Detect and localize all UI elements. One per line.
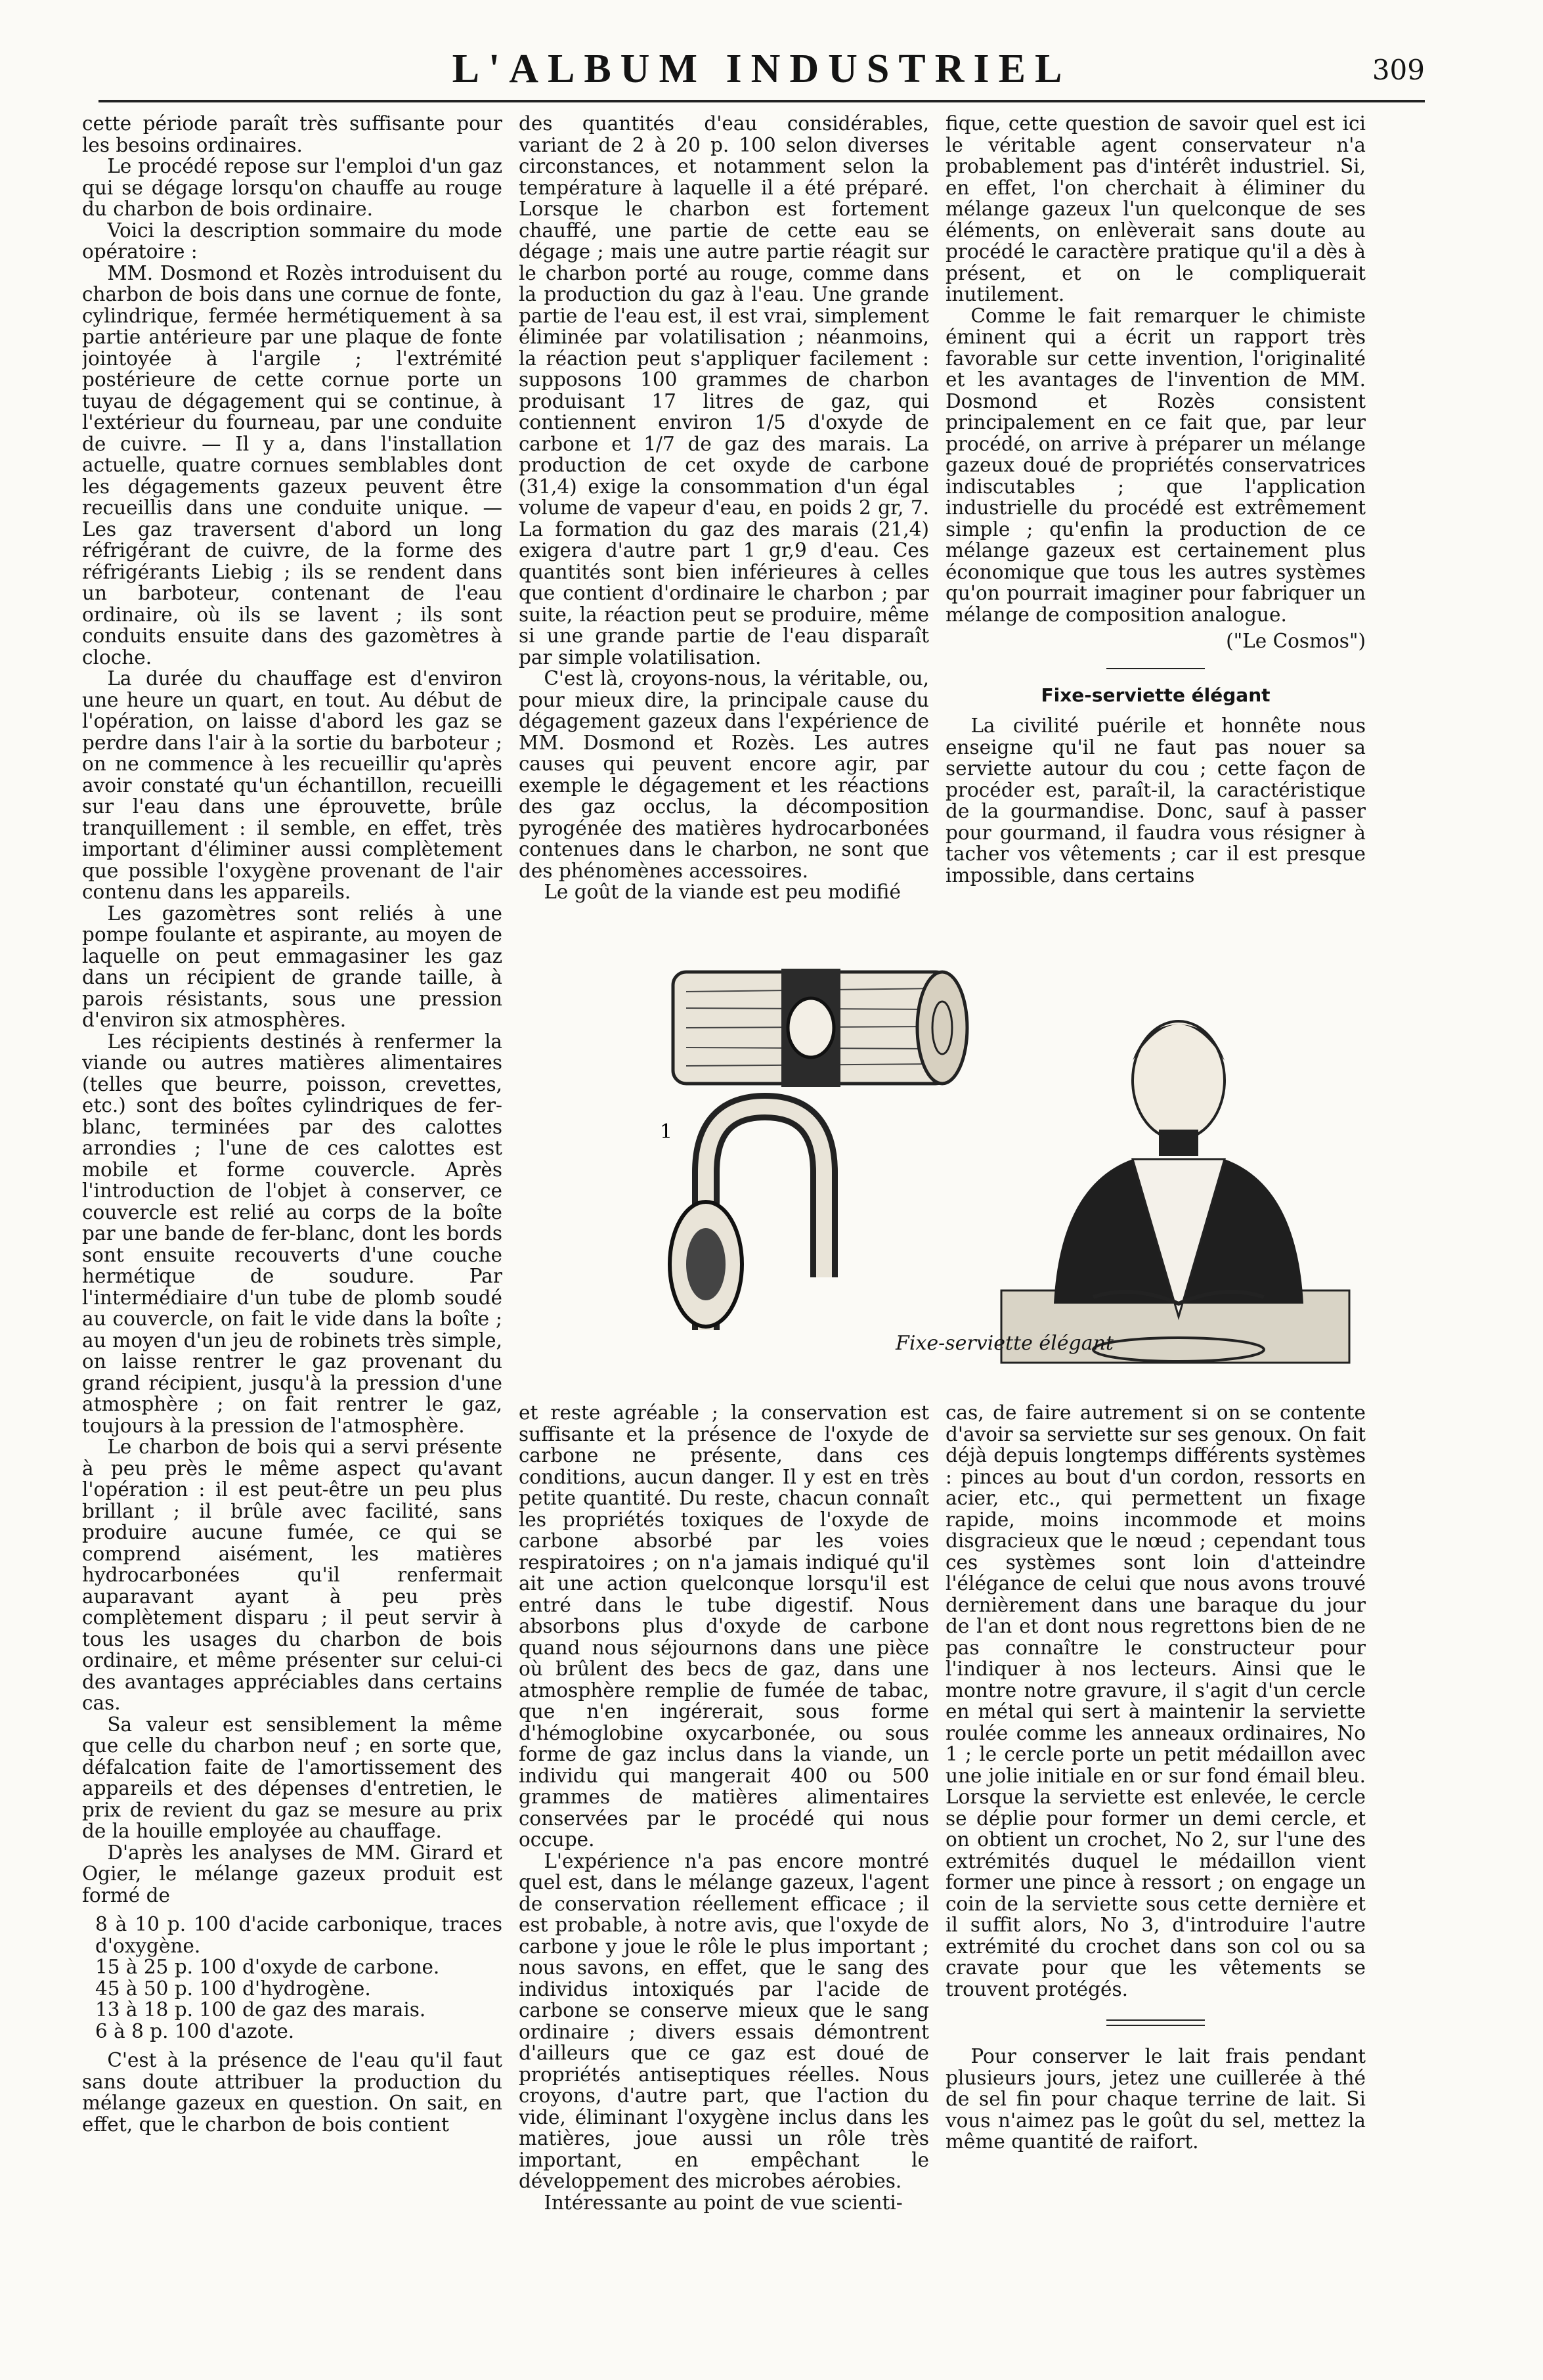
page-number: 309 [1372, 54, 1425, 86]
paragraph: Les récipients destinés à renfermer la viande ou autres matières alimentaires (telles que beurre, poisson, crevettes, etc.) sont des boîtes cylindriques de fer-blanc, terminées par des calottes arrondies ; l'une de ces calottes est mobile et forme couvercle. Après l'introduction de l'objet à conserver, ce couvercle est relié au corps de la boîte par une bande de fer-blanc, dont les bords sont ensuite recouverts d'une couche hermétique de soudure. Par l'intermédiaire d'un tube de plomb soudé au couvercle, on fait le vide dans la boîte ; au moyen d'un jeu de robinets très simple, on laisse rentrer le gaz provenant du grand récipient, jusqu'à la pression d'une atmosphère ; on fait rentrer le gaz, toujours à la pression de l'atmosphère. [82, 1030, 502, 1437]
paragraph: Le charbon de bois qui a servi présente à peu près le même aspect qu'avant l'opération : il est peut-être un peu plus brillant ; il brûle avec facilité, sans produire aucune fumée, ce qui se comprend aisément, les matières hydrocarbonées qu'il renfermait auparavant ayant à peu près complètement disparu ; il peut servir à tous les usages du charbon de bois ordinaire, et même présenter sur celui-ci des avantages appréciables dans certains cas. [82, 1436, 502, 1714]
column-3-bottom [945, 1402, 1366, 2276]
paragraph: Intéressante au point de vue scienti- [544, 2191, 903, 2214]
header-rule [98, 100, 1425, 102]
paragraph: cas, de faire autrement si on se contente d'avoir sa serviette sur ses genoux. On fait déjà depuis longtemps différents systèmes : pinces au bout d'un cordon, ressorts en acier, etc., qui permettent un fixage rapide, moins incommode et moins disgracieux que le nœud ; cependant tous ces systèmes sont loin d'atteindre l'élégance de celui que nous avons trouvé dernièrement dans une baraque du jour de l'an et dont nous regrettons bien de ne pas connaître le constructeur pour l'indiquer à nos lecteurs. Ainsi que le montre notre gravure, il s'agit d'un cercle en métal qui sert à maintenir la serviette roulée comme les anneaux ordinaires, No 1 ; le cercle porte un petit médaillon avec une jolie initiale en or sur fond émail bleu. Lorsque la serviette est enlevée, le cercle se déplie pour former un demi cercle, et on obtient un crochet, No 2, sur l'une des extrémités duquel le médaillon vient former une pince à ressort ; on engage un coin de la serviette sous cette dernière et il suffit alors, No 3, d'introduire l'autre extrémité du crochet dans son col ou sa cravate pour que les vêtements se trouvent protégés. [945, 1402, 1366, 2000]
paragraph: Comme le fait remarquer le chimiste éminent qui a écrit un rapport très favorable sur cette invention, l'originalité et les avantages de l'invention de MM. Dosmond et Rozès consistent principalement en ce fait que, par leur procédé, on arrive à préparer un mélange gazeux doué de propriétés conservatrices indiscutables ; que l'application industrielle du procédé est extrêmement simple ; qu'enfin la production de ce mélange gazeux est certainement plus économique que tous les autres systèmes qu'on pourrait imaginer pour fabriquer un mélange de composition analogue. [945, 304, 1366, 626]
paragraph: fique, cette question de savoir quel est ici le véritable agent conservateur n'a probablement pas d'intérêt industriel. Si, en effet, l'on cherchait à éliminer du mélange gazeux l'un quelconque de ses éléments, on enlèverait sans doute au procédé le caractère pratique qu'il a dès à présent, et on le compliquerait inutilement. [945, 113, 1366, 305]
paragraph: La civilité puérile et honnête nous enseigne qu'il ne faut pas nouer sa serviette autour du cou ; cette façon de procéder est, paraît-il, la caractéristique de la gourmandise. Donc, sauf à passer pour gourmand, il faudra vous résigner à tacher vos vêtements ; car il est presque impossible, dans certains [945, 715, 1366, 887]
figure-label-1: 1 [660, 1120, 673, 1143]
list-item: 15 à 25 p. 100 d'oxyde de carbone. [95, 1956, 440, 1978]
paragraph: La durée du chauffage est d'environ une heure un quart, en tout. Au début de l'opération, on laisse d'abord les gaz se perdre dans l'air à la sortie du barboteur ; on ne commence à les recueillir qu'après avoir constaté qu'un échantillon, recueilli sur l'eau dans une éprouvette, brûle tranquillement : il semble, en effet, très important d'éliminer aussi complètement que possible l'oxygène provenant de l'air contenu dans les appareils. [82, 667, 502, 903]
paragraph: Sa valeur est sensiblement la même que celle du charbon neuf ; en sorte que, défalcation faite de l'amortissement des appareils et des dépenses d'entretien, le prix de revient du gaz se mesure au prix de la houille employée au chauffage. [82, 1713, 502, 1842]
paragraph: Le goût de la viande est peu modifié [544, 881, 901, 903]
source-signature: ("Le Cosmos") [1226, 630, 1366, 652]
hook-drawing [660, 1107, 824, 1330]
paragraph: C'est là, croyons-nous, la véritable, ou, pour mieux dire, la principale cause du dégagement gazeux dans l'expérience de MM. Dosmond et Rozès. Les autres causes qui peuvent encore agir, par exemple le dégagement et les réactions des gaz occlus, la décomposition pyrogénée des matières hydrocarbonées contenues dans le charbon, ne sont que des phénomènes accessoires. [519, 667, 929, 882]
column-1 [82, 113, 502, 2300]
rolled-napkin-drawing [673, 969, 967, 1087]
journal-title: L'ALBUM INDUSTRIEL [452, 47, 1072, 91]
paragraph: Le procédé repose sur l'emploi d'un gaz qui se dégage lorsqu'on chauffe au rouge du charbon de bois ordinaire. [82, 155, 502, 220]
paragraph: Voici la description sommaire du mode opératoire : [82, 219, 502, 263]
list-item: 8 à 10 p. 100 d'acide carbonique, traces d'oxygène. [95, 1913, 502, 1957]
list-item: 6 à 8 p. 100 d'azote. [95, 2019, 295, 2042]
separator [1106, 2019, 1205, 2026]
paragraph: Pour conserver le lait frais pendant plusieurs jours, jetez une cuillerée à thé de sel fin pour chaque terrine de lait. Si vous n'aimez pas le goût du sel, mettez la même quantité de raifort. [945, 2045, 1366, 2153]
woman-wearing-napkin-drawing [1001, 1021, 1349, 1363]
list-item: 13 à 18 p. 100 de gaz des marais. [95, 1998, 426, 2021]
napkin-holder-illustration [634, 962, 1353, 1382]
paragraph: L'expérience n'a pas encore montré quel est, dans le mélange gazeux, l'agent de conservation réellement efficace ; il est probable, à notre avis, que l'oxyde de carbone y joue le rôle le plus important ; nous savons, en effet, que le sang des individus intoxiqués par l'acide de carbone se conserve mieux que le sang ordinaire ; divers essais démontrent d'ailleurs que ce gaz est doué de propriétés antiseptiques réelles. Nous croyons, d'autre part, que l'action du vide, éliminant l'oxygène inclus dans les matières, joue aussi un rôle très important, en empêchant le développement des microbes aérobies. [519, 1849, 929, 2192]
paragraph: D'après les analyses de MM. Girard et Ogier, le mélange gazeux produit est formé de [82, 1841, 502, 1906]
paragraph: Les gazomètres sont reliés à une pompe foulante et aspirante, au moyen de laquelle on peut emmagasiner les gaz dans un récipient de grande taille, à parois résistants, sous une pression d'environ six atmosphères. [82, 902, 502, 1031]
separator [1106, 668, 1205, 669]
figure-caption: Fixe-serviette élégant [896, 1332, 1114, 1355]
column-3-top [945, 113, 1366, 947]
page-header [98, 39, 1425, 99]
list-item: 45 à 50 p. 100 d'hydrogène. [95, 1977, 371, 2000]
paragraph: et reste agréable ; la conservation est suffisante et la présence de l'oxyde de carbone ne présente, dans ces conditions, aucun danger. Il y est en très petite quantité. Du reste, chacun connaît les propriétés toxiques de l'oxyde de carbone absorbé par les voies respiratoires ; on n'a jamais indiqué qu'il ait une action quelconque lorsqu'il est entré dans le tube digestif. Nous absorbons plus d'oxyde de carbone quand nous séjournons dans une pièce où brûlent des becs de gaz, dans une atmosphère remplie de fumée de tabac, que n'en ingérerait, sous forme d'hémoglobine oxycarbonée, ou sous forme de gaz inclus dans la viande, un individu qui mangerait 400 ou 500 grammes de matières alimentaires conservées par le procédé qui nous occupe. [519, 1402, 929, 1851]
gas-composition-list [95, 1914, 502, 2042]
engraving-image [634, 962, 1353, 1382]
paragraph: des quantités d'eau considérables, variant de 2 à 20 p. 100 selon diverses circonstances, et notamment selon la température à laquelle il a été préparé. Lorsque le charbon est fortement chauffé, une partie de cette eau se dégage ; mais une autre partie réagit sur le charbon porté au rouge, comme dans la production du gaz à l'eau. Une grande partie de l'eau est, il est vrai, simplement éliminée par volatilisation ; néanmoins, la réaction peut s'appliquer facilement : supposons 100 grammes de charbon produisant 17 litres de gaz, qui contiennent environ 1/5 d'oxyde de carbone et 1/7 de gaz des marais. La production de cet oxyde de carbone (31,4) exige la consommation d'un égal volume de vapeur d'eau, en poids 2 gr, 7. La formation du gaz des marais (21,4) exigera d'autre part 1 gr,9 d'eau. Ces quantités sont bien inférieures à celles que contient d'ordinaire le charbon ; par suite, la réaction peut se produire, même si une grande partie de l'eau disparaît par simple volatilisation. [519, 113, 929, 669]
paragraph: C'est à la présence de l'eau qu'il faut sans doute attribuer la production du mélange gazeux en question. On sait, en effet, que le charbon de bois contient [82, 2049, 502, 2136]
paragraph: MM. Dosmond et Rozès introduisent du charbon de bois dans une cornue de fonte, cylindrique, fermée hermétiquement à sa partie antérieure par une plaque de fonte jointoyée à l'argile ; l'extrémité postérieure de cette cornue porte un tuyau de dégagement qui se continue, à l'extérieur du fourneau, par une conduite de cuivre. — Il y a, dans l'installation actuelle, quatre cornues semblables dont les dégagements gazeux peuvent être recueillis dans une conduite unique. — Les gaz traversent d'abord un long réfrigérant de cuivre, de la forme des réfrigérants Liebig ; ils se rendent dans un barboteur, contenant de l'eau ordinaire, où ils se lavent ; ils sont conduits ensuite dans des gazomètres à cloche. [82, 261, 502, 669]
section-title: Fixe-serviette élégant [1041, 684, 1271, 706]
paragraph: cette période paraît très suffisante pour les besoins ordinaires. [82, 113, 502, 156]
column-2-top [519, 113, 929, 947]
column-2-bottom [519, 1402, 929, 2276]
